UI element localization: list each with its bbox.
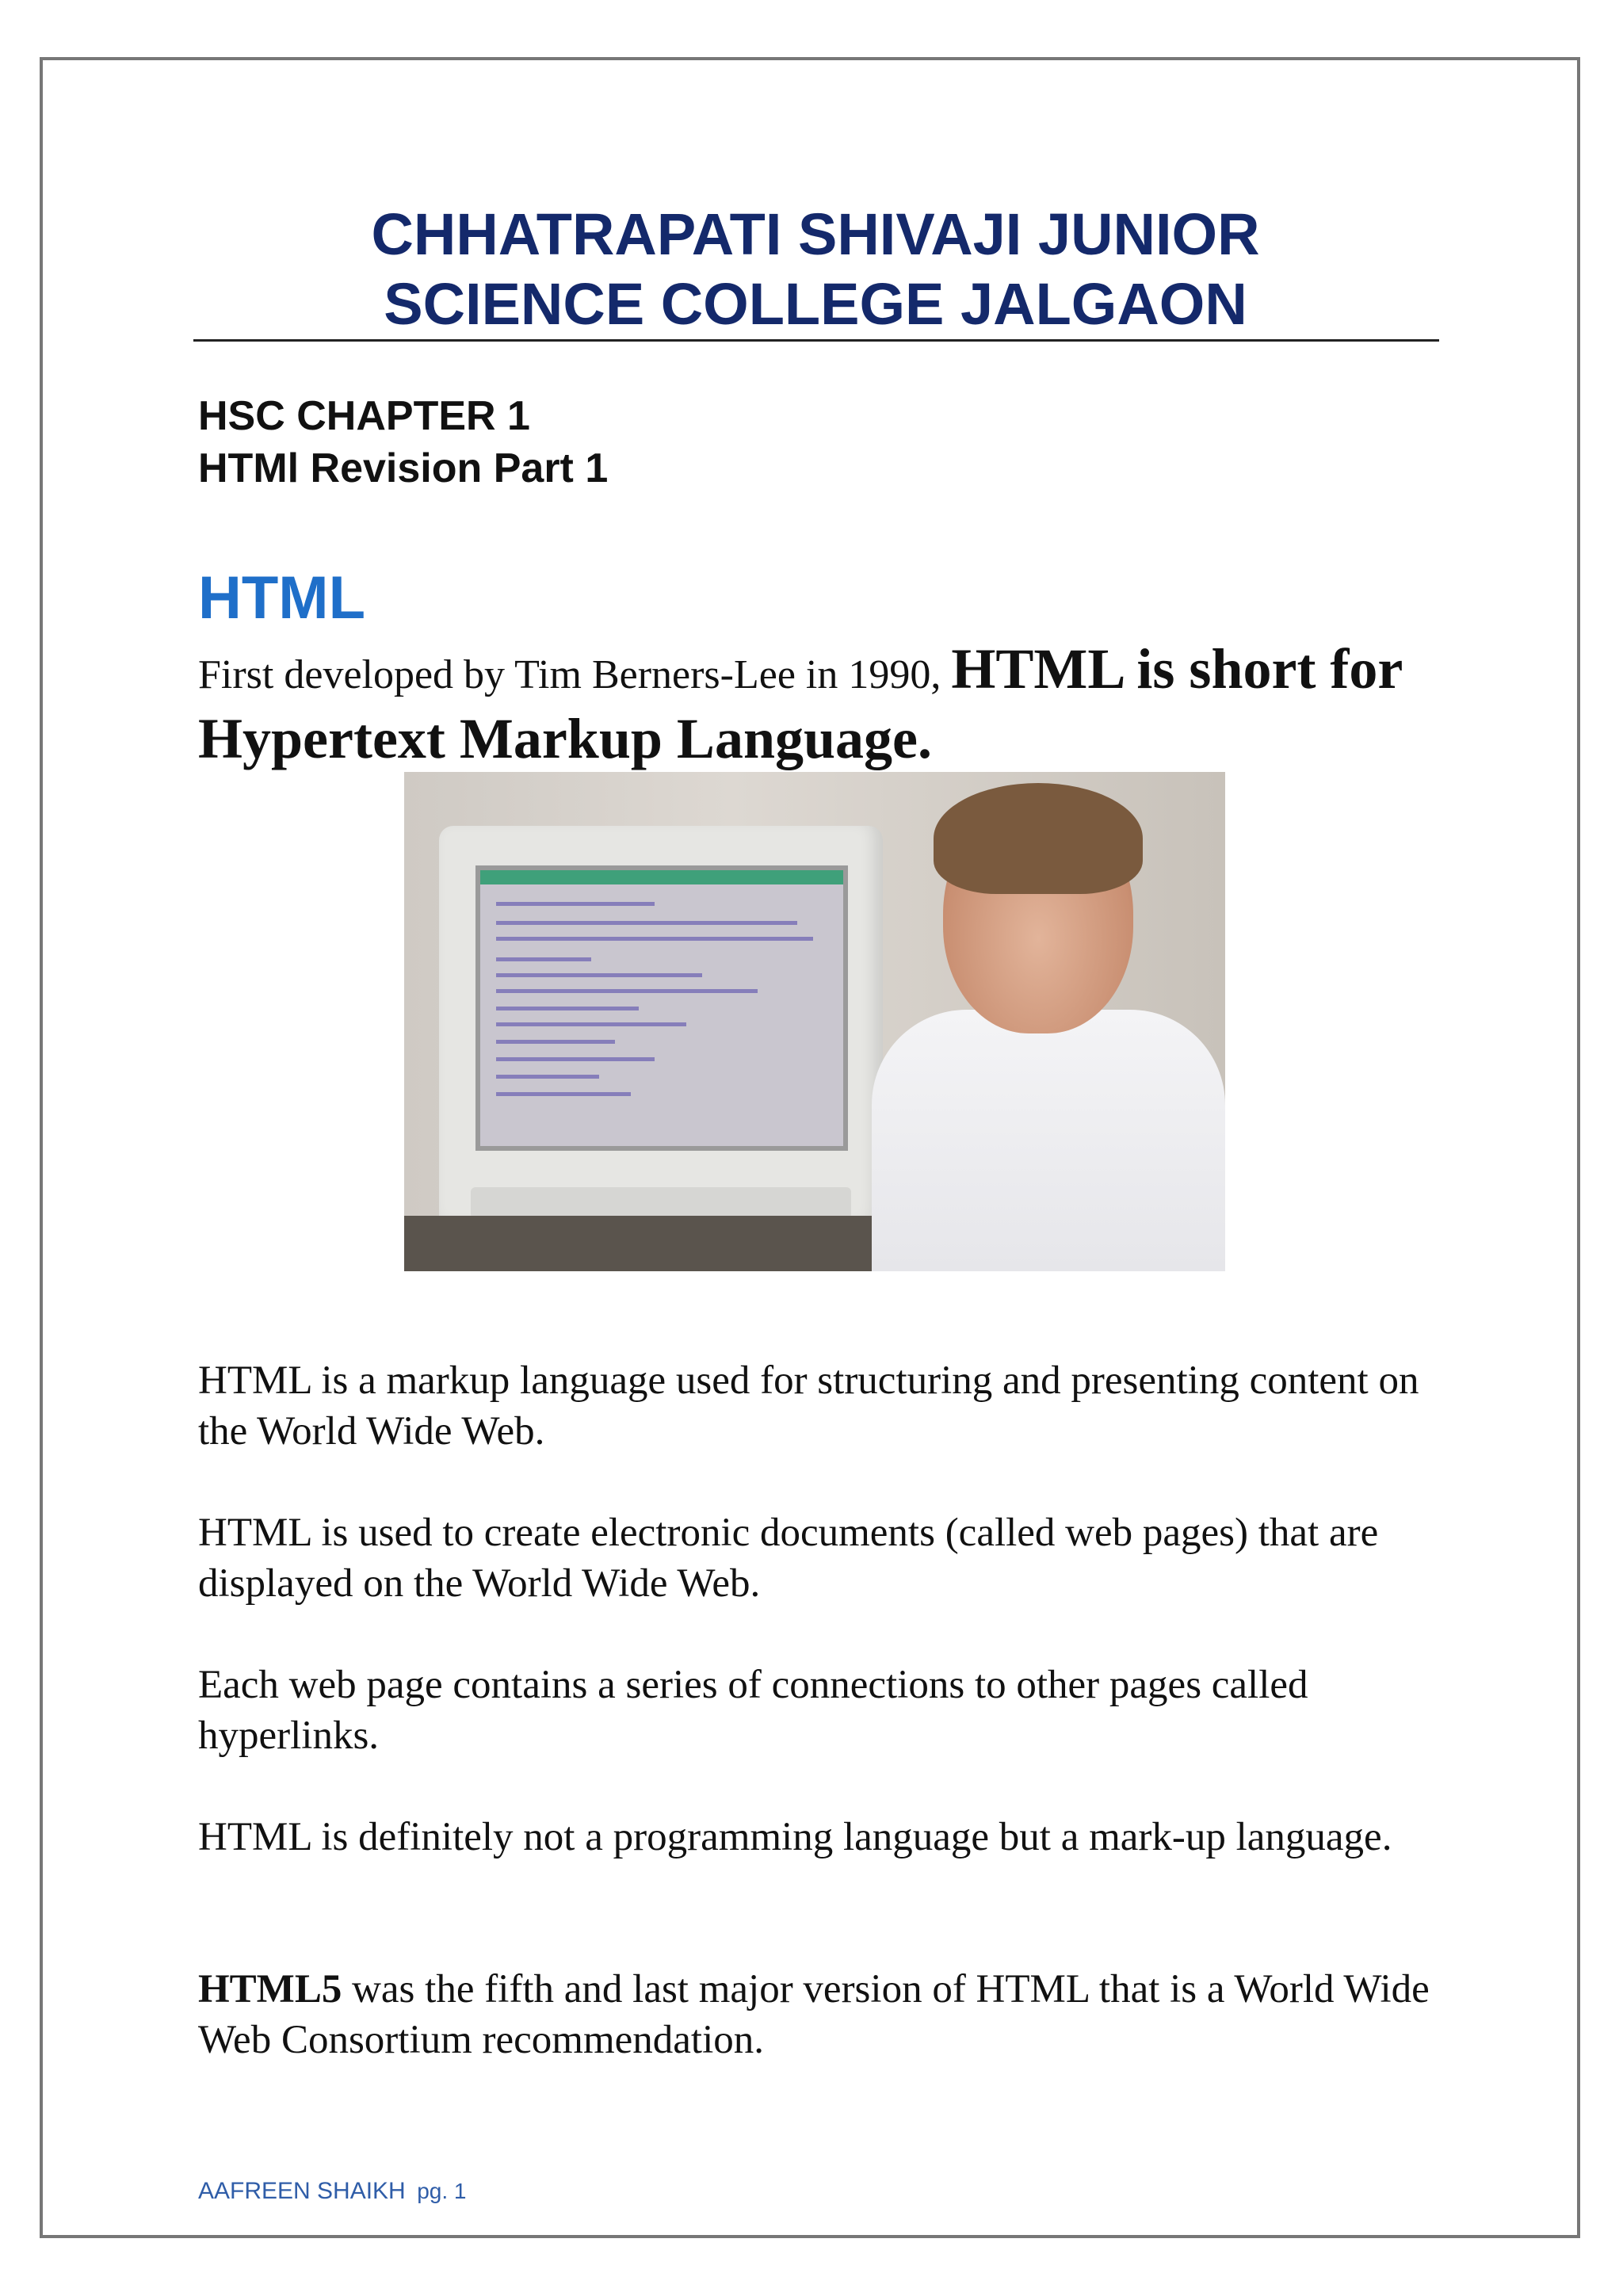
paragraph-4: HTML is definitely not a programming language but a mark-up language. (198, 1815, 1392, 1859)
college-title-line2: SCIENCE COLLEGE JALGAON (384, 271, 1247, 337)
paragraph-5 (198, 1964, 1450, 2065)
chapter-label: HSC CHAPTER 1 (198, 393, 530, 439)
intro-paragraph (198, 637, 1450, 770)
footer-page-number: pg. 1 (417, 2179, 467, 2203)
footer-author: AAFREEN SHAIKH (198, 2178, 406, 2204)
photo-monitor (439, 826, 883, 1235)
college-title (193, 200, 1438, 339)
photo-person-at-computer (404, 772, 1225, 1271)
intro-plain-text: First developed by Tim Berners-Lee in 1990, (198, 652, 952, 697)
html5-term: HTML5 (198, 1967, 342, 2011)
paragraph-1: HTML is a markup language used for structuring and presenting content on the World Wide Web. (198, 1358, 1419, 1454)
paragraph-2: HTML is used to create electronic documents (called web pages) that are displayed on the World Wide Web. (198, 1511, 1379, 1606)
photo-person-hair (934, 783, 1143, 894)
page-footer (198, 2178, 466, 2205)
college-title-line1: CHHATRAPATI SHIVAJI JUNIOR (371, 201, 1260, 267)
photo-monitor-screen (475, 865, 848, 1151)
revision-label: HTMl Revision Part 1 (198, 445, 609, 491)
paragraph-5-text: was the fifth and last major version of HTML that is a World Wide Web Consortium recommendation. (198, 1967, 1430, 2062)
paragraph-3: Each web page contains a series of connections to other pages called hyperlinks. (198, 1663, 1308, 1758)
section-heading: HTML (198, 564, 366, 632)
title-divider (193, 339, 1439, 342)
intro-bold-text: HTML is short for Hypertext Markup Language. (198, 637, 1403, 770)
photo-person-shirt (872, 1010, 1225, 1271)
chapter-block (198, 390, 608, 495)
